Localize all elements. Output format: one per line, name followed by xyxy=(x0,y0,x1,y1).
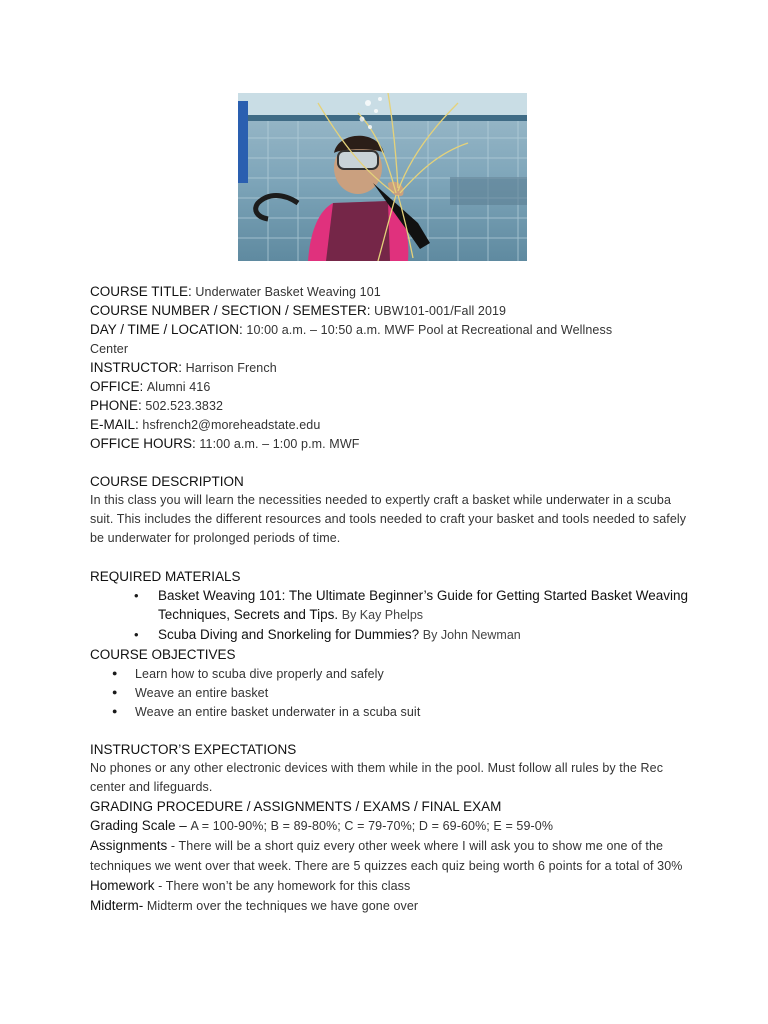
office-value: Alumni 416 xyxy=(146,380,211,394)
course-photo xyxy=(238,93,527,261)
materials-item xyxy=(90,625,690,645)
instructor-value: Harrison French xyxy=(185,361,277,375)
course-time-row xyxy=(90,320,690,339)
objective-text: Learn how to scuba dive properly and safely xyxy=(135,667,384,681)
assignments-value: - There will be a short quiz every other week where I will ask you to show me one of the techniques we went over that week. There are 5 quizzes each quiz being worth 6 points for a total of 30% xyxy=(90,839,683,873)
expectations-heading: INSTRUCTOR’S EXPECTATIONS xyxy=(90,742,297,757)
objective-text: Weave an entire basket underwater in a scuba suit xyxy=(135,705,421,719)
midterm-label: Midterm- xyxy=(90,898,144,913)
homework-label: Homework xyxy=(90,878,155,893)
course-time-label: DAY / TIME / LOCATION: xyxy=(90,322,243,337)
objective-text: Weave an entire basket xyxy=(135,686,269,700)
materials-item xyxy=(90,586,690,625)
syllabus-document xyxy=(90,282,690,916)
assignments-row xyxy=(90,836,690,876)
email-label: E-MAIL: xyxy=(90,417,139,432)
email-row xyxy=(90,415,690,434)
objectives-heading: COURSE OBJECTIVES xyxy=(90,647,236,662)
material-title: Scuba Diving and Snorkeling for Dummies? xyxy=(158,627,420,642)
objective-item xyxy=(90,702,690,721)
course-number-row xyxy=(90,301,690,320)
office-hours-row xyxy=(90,434,690,453)
course-title-value: Underwater Basket Weaving 101 xyxy=(195,285,381,299)
grading-heading: GRADING PROCEDURE / ASSIGNMENTS / EXAMS / FINAL EXAM xyxy=(90,799,502,814)
instructor-row xyxy=(90,358,690,377)
bullet-icon: • xyxy=(134,588,139,603)
course-number-label: COURSE NUMBER / SECTION / SEMESTER: xyxy=(90,303,371,318)
instructor-label: INSTRUCTOR: xyxy=(90,360,183,375)
spacer xyxy=(90,548,690,567)
expectations-body: No phones or any other electronic devices with them while in the pool. Must follow all rules by the Rec center and lifeguards. xyxy=(90,761,664,794)
phone-row xyxy=(90,396,690,415)
objective-item xyxy=(90,664,690,683)
office-label: OFFICE: xyxy=(90,379,144,394)
material-author: By John Newman xyxy=(422,628,521,642)
office-hours-value: 11:00 a.m. – 1:00 p.m. MWF xyxy=(199,437,360,451)
grading-scale-value: A = 100-90%; B = 89-80%; C = 79-70%; D = 69-60%; E = 59-0% xyxy=(190,819,554,833)
course-number-value: UBW101-001/Fall 2019 xyxy=(374,304,507,318)
midterm-value: Midterm over the techniques we have gone over xyxy=(146,899,419,913)
material-author: By Kay Phelps xyxy=(341,608,424,622)
course-time-value-cont: Center xyxy=(90,342,129,356)
grading-scale-row xyxy=(90,816,690,836)
course-time-value: 10:00 a.m. – 10:50 a.m. MWF Pool at Recreational and Wellness xyxy=(246,323,613,337)
scuba-diver-photo-icon xyxy=(238,93,527,261)
bullet-icon: ● xyxy=(112,706,118,716)
materials-heading: REQUIRED MATERIALS xyxy=(90,569,241,584)
objective-item xyxy=(90,683,690,702)
bullet-icon: • xyxy=(134,627,139,642)
email-value: hsfrench2@moreheadstate.edu xyxy=(142,418,321,432)
homework-value: - There won’t be any homework for this class xyxy=(158,879,411,893)
spacer xyxy=(90,721,690,740)
course-title-label: COURSE TITLE: xyxy=(90,284,192,299)
description-heading: COURSE DESCRIPTION xyxy=(90,474,244,489)
spacer xyxy=(90,453,690,472)
homework-row xyxy=(90,876,690,896)
midterm-row xyxy=(90,896,690,916)
description-body: In this class you will learn the necessities needed to expertly craft a basket while underwater in a scuba suit. This includes the different resources and tools needed to craft your basket and tools needed to safely be underwater for prolonged periods of time. xyxy=(90,493,687,545)
bullet-icon: ● xyxy=(112,668,118,678)
assignments-label: Assignments xyxy=(90,838,168,853)
bullet-icon: ● xyxy=(112,687,118,697)
grading-scale-label: Grading Scale – xyxy=(90,818,187,833)
course-time-row-cont xyxy=(90,339,690,358)
course-title-row xyxy=(90,282,690,301)
phone-label: PHONE: xyxy=(90,398,142,413)
phone-value: 502.523.3832 xyxy=(145,399,224,413)
material-title: Basket Weaving 101: The Ultimate Beginner’s Guide for Getting Started Basket Weaving Techniques, Secrets and Tips. xyxy=(158,588,689,622)
office-row xyxy=(90,377,690,396)
office-hours-label: OFFICE HOURS: xyxy=(90,436,196,451)
